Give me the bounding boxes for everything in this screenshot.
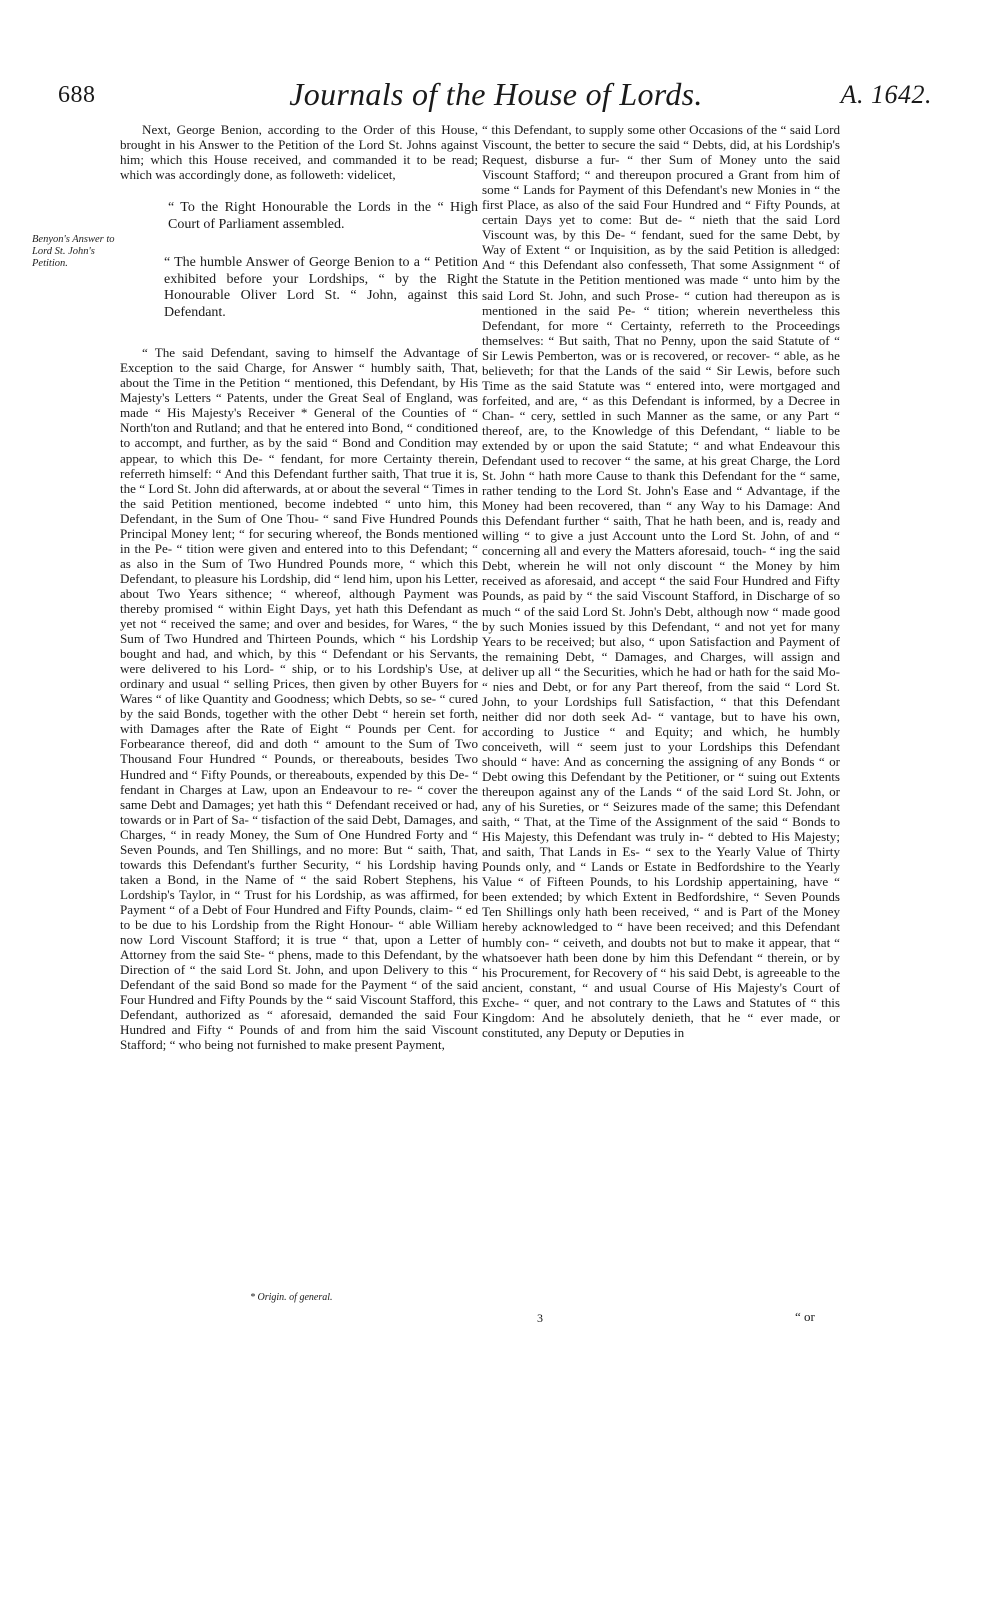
answer-title: “ The humble Answer of George Benion to a “ Petition exhibited before your Lordships, “ by the Right Honourable Oliver Lord St. “ John, against this Defendant. <box>164 255 478 320</box>
answer-body-left: “ The said Defendant, saving to himself the Advantage of Exception to the said Charge, for Answer “ humbly saith, That, about the Time in the Petition “ mentioned, this Defendant, by His Majesty's Letters “ Patents, under the Great Seal of England, was made “ His Majesty's Receiver * General of the Counties of “ North'ton and Rutland; and that he entered into Bond, “ conditioned to accompt, and further, as by the said “ Bond and Condition may appear, to which this De- “ fendant, for more Certainty therein, referreth himself: “ And this Defendant further saith, That true it is, the “ Lord St. John did afterwards, at or about the several “ Times in the said Petition mentioned, become indebted “ unto him, this Defendant, in the Sum of One Thou- “ sand Five Hundred Pounds Principal Money lent; “ for securing whereof, the Bonds mentioned in the Pe- “ tition were given and entered into to this Defendant; “ as also in the Sum of Two Hundred Pounds more, “ which this Defendant, to pleasure his Lordship, did “ lend him, upon his Letter, about Two Years sithence; “ whereof, although Payment was thereby promised “ within Eight Days, yet hath this Defendant as yet not “ received the same; and over and besides, for Wares, “ the Sum of Two Hundred and Thirteen Pounds, which “ his Lordship bought and had, and which, by this “ Defendant or his Servants, were delivered to his Lord- “ ship, or to his Lordship's Use, at ordinary and usual “ selling Prices, then given by other Buyers for Wares “ of like Quantity and Goodness; which Debts, so se- “ cured by the said Bonds, together with the other Debt “ herein set forth, with Damages after the Rate of Eight “ Pounds per Cent. for Forbearance thereof, did and doth “ amount to the Sum of Two Thousand Four Hundred “ Pounds, or thereabouts, besides Two Hundred and “ Fifty Pounds, or thereabouts, expended by this De- “ fendant in Charges at Law, upon an Endeavour to re- “ cover the same Debt and Damages; yet hath this “ Defendant received or had, towards or in Part of Sa- “ tisfaction of the said Debt, Damages, and Charges, “ in ready Money, the Sum of One Hundred Forty and “ Seven Pounds, and Ten Shillings, and no more: But “ saith, That, towards this Defendant's further Security, “ his Lordship having taken a Bond, in the Name of “ the said Robert Stephens, his Lordship's Taylor, in “ Trust for his Lordship, as was affirmed, for Payment “ of a Debt of Four Hundred and Fifty Pounds, claim- “ ed to be due to his Lordship from the Right Honour- “ able William now Lord Viscount Stafford; it is true “ that, upon a Letter of Attorney from the said Ste- “ phens, made to this Defendant, by the Direction of “ the said Lord St. John, and upon Delivery to this “ Defendant of the said Bond so made for the Payment “ of the said Four Hundred and Fifty Pounds by the “ said Viscount Stafford, this Defendant, authorized as “ aforesaid, demanded the said Four Hundred and Fifty “ Pounds of and from him the said Viscount Stafford; “ who being not furnished to make present Payment, <box>120 345 478 1053</box>
spacer <box>120 182 478 200</box>
catchword: “ or <box>795 1309 815 1324</box>
margin-note: Benyon's Answer to Lord St. John's Petition. <box>32 234 115 269</box>
intro-paragraph: Next, George Benion, according to the Order of this House, brought in his Answer to the Petition of the Lord St. Johns against him; which this House received, and commanded it to be read; which was accordingly done, as followeth: videlicet, <box>120 122 478 183</box>
page-number: 688 <box>58 82 96 108</box>
spacer <box>120 233 478 255</box>
footnote: * Origin. of general. <box>250 1292 333 1303</box>
page-year: A. 1642. <box>840 80 932 109</box>
page-header <box>0 76 992 120</box>
left-column <box>120 122 478 1052</box>
signature-mark: 3 <box>537 1311 543 1325</box>
spacer <box>120 321 478 345</box>
right-column <box>482 122 840 1040</box>
answer-body-right: “ this Defendant, to supply some other Occasions of the “ said Lord Viscount, the better to secure the said “ Debts, did, at his Lordship's Request, disburse a fur- “ ther Sum of Money unto the said Viscount Stafford; “ and thereupon procured a Grant from him of some “ Lands for Payment of this Defendant's new Monies in “ the first Place, as also of the said Four Hundred and “ Fifty Pounds, at certain Days yet to come: But de- “ nieth that the said Lord Viscount was, by this De- “ fendant, sued for the same Debt, by Way of Extent “ or Inquisition, as by the said Petition is alledged: And “ this Defendant also confesseth, That some Assignment “ of the Statute in the Petition mentioned was made “ unto him by the said Lord St. John, and such Prose- “ cution had thereupon as is mentioned in the said Pe- “ tition; wherein nevertheless this Defendant, for more “ Certainty, referreth to the Proceedings themselves: “ But saith, That no Penny, upon the said Statute of “ Sir Lewis Pemberton, was or is recovered, or recover- “ able, as he believeth; for that the Lands of the said “ Sir Lewis, before such Time as the said Statute was “ entered into, were mortgaged and forfeited, and are, “ as this Defendant is informed, by a Decree in Chan- “ cery, settled in such Manner as the same, or any Part “ thereof, are, to the Knowledge of this Defendant, “ liable to be extended by or upon the said Statute; “ and what Endeavour this Defendant used to recover “ the same, at his great Charge, the Lord St. John “ hath more Cause to thank this Defendant for the “ same, rather tending to the Lord St. John's Ease and “ Advantage, if the Money had been recovered, than “ any Way to his Damage: And this Defendant further “ saith, That he hath been, and is, ready and willing “ to give a just Account unto the Lord St. John, of and “ concerning all and every the Matters aforesaid, touch- “ ing the said Debt, wherein he will not only discount “ the Money by him received as aforesaid, and accept “ the said Four Hundred and Fifty Pounds, as paid by “ the said Viscount Stafford, in Discharge of so much “ of the said Lord St. John's Debt, although now “ made good by such Monies issued by this Defendant, “ and not yet for many Years to be received; but also, “ upon Satisfaction and Payment of the remaining Debt, “ Damages, and Charges, will assign and deliver up all “ the Securities, which he had or hath for the said Mo- “ nies and Debt, or for any Part thereof, from the said “ Lord St. John, to your Lordships full Satisfaction, “ that this Defendant neither did nor doth seek Ad- “ vantage, but to have his own, according to Justice “ and Equity; and which, he humbly conceiveth, will “ seem just to your Lordships this Defendant should “ have: And as concerning the assigning of any Bonds “ or Debt owing this Defendant by the Petitioner, or “ suing out Extents thereupon against any of the Lands “ of the said Lord St. John, or any of his Sureties, or “ Seizures made of the same; this Defendant saith, “ That, at the Time of the Assignment of the said “ Bonds to His Majesty, this Defendant was truly in- “ debted to His Majesty; and saith, That Lands in Es- “ sex to the Yearly Value of Thirty Pounds only, and “ Lands or Estate in Bedfordshire to the Yearly Value “ of Fifteen Pounds, to his Lordship appertaining, have “ been extended; by which Extent in Bedfordshire, “ Seven Pounds Ten Shillings only hath been received, “ and is Part of the Money hereby acknowledged to “ have been received; and this Defendant humbly con- “ ceiveth, and doubts not but to make it appear, that “ whatsoever hath been done by him this Defendant “ therein, or by his Procurement, for Recovery of “ his said Debt, is agreeable to the ancient, constant, “ and usual Course of His Majesty's Court of Exche- “ quer, and not contrary to the Laws and Statutes of “ this Kingdom: And he absolutely denieth, that he “ ever made, or constituted, any Deputy or Deputies in <box>482 122 840 1040</box>
address-heading: “ To the Right Honourable the Lords in the “ High Court of Parliament assembled. <box>168 200 478 232</box>
running-title: Journals of the House of Lords. <box>289 76 703 112</box>
